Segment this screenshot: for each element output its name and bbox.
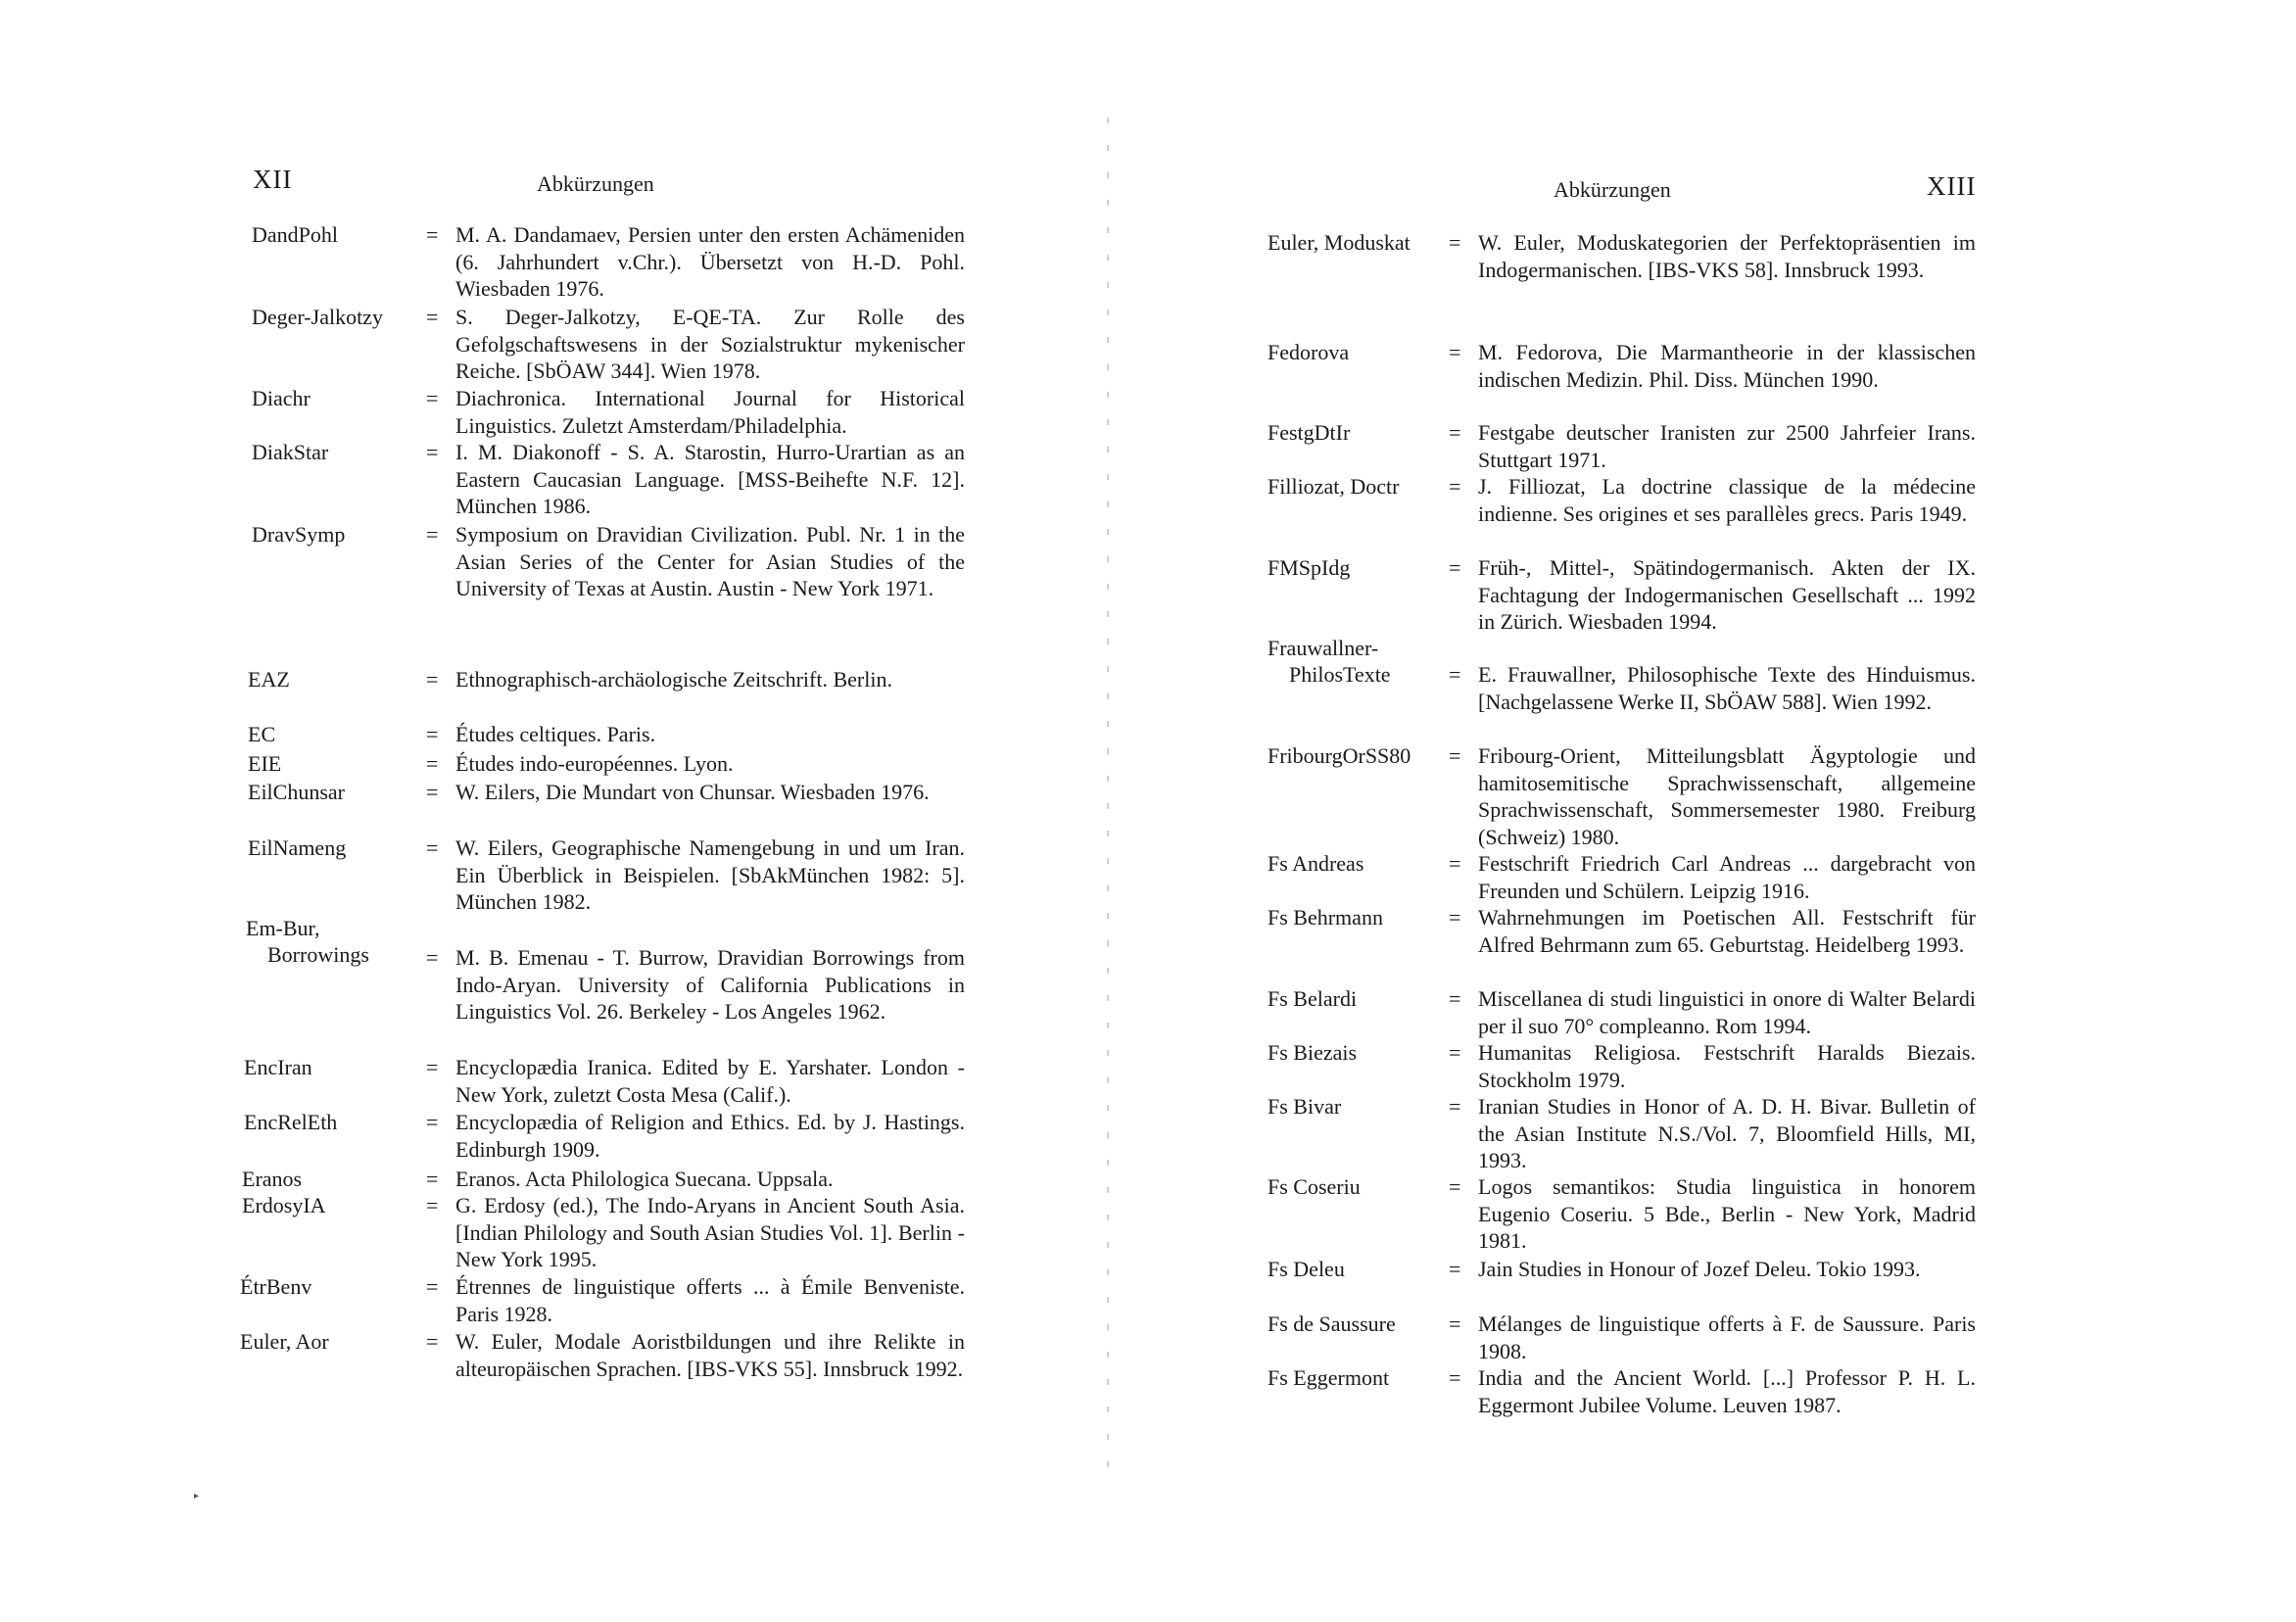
- equals-sign: =: [1449, 662, 1461, 687]
- abbreviation: DiakStar: [252, 440, 329, 464]
- definition: Humanitas Religiosa. Festschrift Haralds Biezais. Stockholm 1979.: [1478, 1040, 1976, 1092]
- definition: W. Euler, Moduskategorien der Perfektopräsentien im Indogermanischen. [IBS-VKS 58]. Innsbruck 1993.: [1478, 230, 1976, 282]
- abbreviation: ErdosyIA: [242, 1193, 326, 1217]
- equals-sign: =: [426, 440, 439, 464]
- definition: Diachronica. International Journal for Historical Linguistics. Zuletzt Amsterdam/Philadelphia.: [455, 386, 965, 438]
- bullet-mark: ▸: [194, 1491, 200, 1502]
- page-number-left: XII: [253, 165, 293, 194]
- abbreviation: DravSymp: [252, 522, 346, 547]
- definition: S. Deger-Jalkotzy, E-QE-TA. Zur Rolle des Gefolgschaftswesens in der Sozialstruktur mykenischer Reiche. [SbÖAW 344]. Wien 1978.: [455, 305, 965, 383]
- abbreviation: Em-Bur,: [246, 916, 320, 940]
- definition: Jain Studies in Honour of Jozef Deleu. Tokio 1993.: [1478, 1257, 1921, 1281]
- definition: India and the Ancient World. [...] Professor P. H. L. Eggermont Jubilee Volume. Leuven 1987.: [1478, 1365, 1976, 1417]
- definition: Festgabe deutscher Iranisten zur 2500 Jahrfeier Irans. Stuttgart 1971.: [1478, 420, 1976, 472]
- abbreviation: EilChunsar: [248, 780, 345, 804]
- page-header-left: Abkürzungen: [537, 171, 654, 196]
- page-number-right: XIII: [1927, 171, 1977, 201]
- equals-sign: =: [426, 1167, 439, 1191]
- equals-sign: =: [1449, 420, 1461, 445]
- equals-sign: =: [1449, 474, 1461, 499]
- equals-sign: =: [426, 1110, 439, 1134]
- definition: W. Eilers, Die Mundart von Chunsar. Wiesbaden 1976.: [455, 780, 930, 804]
- abbreviation: FMSpIdg: [1268, 555, 1351, 580]
- definition: Ethnographisch-archäologische Zeitschrift. Berlin.: [455, 667, 892, 692]
- abbreviation: EncRelEth: [244, 1110, 338, 1134]
- equals-sign: =: [426, 222, 439, 247]
- definition: Encyclopædia Iranica. Edited by E. Yarshater. London - New York, zuletzt Costa Mesa (Calif.).: [455, 1055, 965, 1107]
- equals-sign: =: [1449, 1312, 1461, 1336]
- equals-sign: =: [1449, 1365, 1461, 1390]
- equals-sign: =: [426, 1329, 439, 1354]
- abbreviation: Fs Coseriu: [1268, 1174, 1361, 1199]
- equals-sign: =: [426, 722, 439, 746]
- definition: Früh-, Mittel-, Spätindogermanisch. Akten der IX. Fachtagung der Indogermanischen Gesellschaft ... 1992 in Zürich. Wiesbaden 1994.: [1478, 555, 1976, 634]
- equals-sign: =: [1449, 986, 1461, 1011]
- equals-sign: =: [426, 751, 439, 776]
- definition: M. Fedorova, Die Marmantheorie in der klassischen indischen Medizin. Phil. Diss. München 1990.: [1478, 340, 1976, 392]
- right-page: [1156, 0, 2296, 1622]
- abbreviation: FribourgOrSS80: [1268, 743, 1411, 768]
- definition: Fribourg-Orient, Mitteilungsblatt Ägyptologie und hamitosemitische Sprachwissenschaft, allgemeine Sprachwissenschaft, Sommersemester 1980. Freiburg (Schweiz) 1980.: [1478, 743, 1976, 849]
- definition: Étrennes de linguistique offerts ... à Émile Benveniste. Paris 1928.: [455, 1274, 965, 1326]
- abbreviation: Fs de Saussure: [1268, 1312, 1396, 1336]
- definition: Iranian Studies in Honor of A. D. H. Bivar. Bulletin of the Asian Institute N.S./Vol. 7, Bloomfield Hills, MI, 1993.: [1478, 1094, 1976, 1172]
- equals-sign: =: [1449, 905, 1461, 930]
- equals-sign: =: [426, 945, 439, 970]
- abbreviation: Euler, Aor: [240, 1329, 329, 1354]
- equals-sign: =: [1449, 1174, 1461, 1199]
- equals-sign: =: [1449, 340, 1461, 364]
- abbreviation: Fs Biezais: [1268, 1040, 1358, 1065]
- equals-sign: =: [1449, 1094, 1461, 1119]
- abbreviation: EC: [248, 722, 276, 746]
- equals-sign: =: [426, 305, 439, 329]
- left-page: [0, 0, 1107, 1622]
- definition: Festschrift Friedrich Carl Andreas ... dargebracht von Freunden und Schülern. Leipzig 1916.: [1478, 851, 1976, 903]
- equals-sign: =: [426, 386, 439, 410]
- equals-sign: =: [426, 780, 439, 804]
- equals-sign: =: [1449, 743, 1461, 768]
- definition: E. Frauwallner, Philosophische Texte des Hinduismus. [Nachgelassene Werke II, SbÖAW 588]. Wien 1992.: [1478, 662, 1976, 714]
- abbreviation: Filliozat, Doctr: [1268, 474, 1400, 499]
- definition: Logos semantikos: Studia linguistica in honorem Eugenio Coseriu. 5 Bde., Berlin - New York, Madrid 1981.: [1478, 1174, 1976, 1253]
- abbreviation-list-left: [240, 0, 1107, 1622]
- abbreviation: Deger-Jalkotzy: [252, 305, 383, 329]
- abbreviation: Fs Deleu: [1268, 1257, 1345, 1281]
- equals-sign: =: [1449, 1040, 1461, 1065]
- definition: Symposium on Dravidian Civilization. Publ. Nr. 1 in the Asian Series of the Center for Asian Studies of the University of Texas at Austin. Austin - New York 1971.: [455, 522, 965, 600]
- equals-sign: =: [1449, 230, 1461, 255]
- definition: Études celtiques. Paris.: [455, 722, 656, 746]
- abbreviation-continued: PhilosTexte: [1289, 662, 1391, 687]
- abbreviation: Fs Andreas: [1268, 851, 1364, 876]
- definition: Eranos. Acta Philologica Suecana. Uppsala.: [455, 1167, 834, 1191]
- equals-sign: =: [1449, 851, 1461, 876]
- abbreviation: Fs Behrmann: [1268, 905, 1383, 930]
- abbreviation: FestgDtIr: [1268, 420, 1351, 445]
- equals-sign: =: [1449, 1257, 1461, 1281]
- abbreviation-list-right: [1268, 0, 2208, 1622]
- page-header-right: Abkürzungen: [1554, 177, 1671, 202]
- abbreviation: ÉtrBenv: [240, 1274, 312, 1299]
- equals-sign: =: [426, 835, 439, 860]
- definition: G. Erdosy (ed.), The Indo-Aryans in Ancient South Asia. [Indian Philology and South Asian Studies Vol. 1]. Berlin - New York 1995.: [455, 1193, 965, 1271]
- definition: J. Filliozat, La doctrine classique de la médecine indienne. Ses origines et ses parallèles grecs. Paris 1949.: [1478, 474, 1976, 526]
- abbreviation: EncIran: [244, 1055, 312, 1079]
- equals-sign: =: [426, 1055, 439, 1079]
- abbreviation: Fs Bivar: [1268, 1094, 1342, 1119]
- definition: Wahrnehmungen im Poetischen All. Festschrift für Alfred Behrmann zum 65. Geburtstag. Heidelberg 1993.: [1478, 905, 1976, 957]
- definition: I. M. Diakonoff - S. A. Starostin, Hurro-Urartian as an Eastern Caucasian Language. [MSS-Beihefte N.F. 12]. München 1986.: [455, 440, 965, 518]
- definition: M. B. Emenau - T. Burrow, Dravidian Borrowings from Indo-Aryan. University of California Publications in Linguistics Vol. 26. Berkeley - Los Angeles 1962.: [455, 945, 965, 1024]
- equals-sign: =: [1449, 555, 1461, 580]
- abbreviation: Euler, Moduskat: [1268, 230, 1411, 255]
- equals-sign: =: [426, 667, 439, 692]
- abbreviation: EAZ: [248, 667, 290, 692]
- abbreviation-continued: Borrowings: [267, 942, 369, 967]
- page-gutter: [1107, 118, 1109, 1469]
- definition: M. A. Dandamaev, Persien unter den ersten Achämeniden (6. Jahrhundert v.Chr.). Übersetzt von H.-D. Pohl. Wiesbaden 1976.: [455, 222, 965, 301]
- definition: Miscellanea di studi linguistici in onore di Walter Belardi per il suo 70° compleanno. Rom 1994.: [1478, 986, 1976, 1038]
- definition: W. Eilers, Geographische Namengebung in und um Iran. Ein Überblick in Beispielen. [SbAkMünchen 1982: 5]. München 1982.: [455, 835, 965, 914]
- abbreviation: Eranos: [242, 1167, 303, 1191]
- equals-sign: =: [426, 522, 439, 547]
- equals-sign: =: [426, 1193, 439, 1217]
- abbreviation: Frauwallner-: [1268, 636, 1379, 660]
- definition: Études indo-européennes. Lyon.: [455, 751, 734, 776]
- abbreviation: Fs Eggermont: [1268, 1365, 1390, 1390]
- abbreviation: Fs Belardi: [1268, 986, 1358, 1011]
- definition: W. Euler, Modale Aoristbildungen und ihre Relikte in alteuropäischen Sprachen. [IBS-VKS 55]. Innsbruck 1992.: [455, 1329, 965, 1381]
- definition: Mélanges de linguistique offerts à F. de Saussure. Paris 1908.: [1478, 1312, 1976, 1363]
- abbreviation: Diachr: [252, 386, 311, 410]
- abbreviation: DandPohl: [252, 222, 338, 247]
- abbreviation: EIE: [248, 751, 282, 776]
- abbreviation: EilNameng: [248, 835, 347, 860]
- abbreviation: Fedorova: [1268, 340, 1350, 364]
- equals-sign: =: [426, 1274, 439, 1299]
- definition: Encyclopædia of Religion and Ethics. Ed. by J. Hastings. Edinburgh 1909.: [455, 1110, 965, 1162]
